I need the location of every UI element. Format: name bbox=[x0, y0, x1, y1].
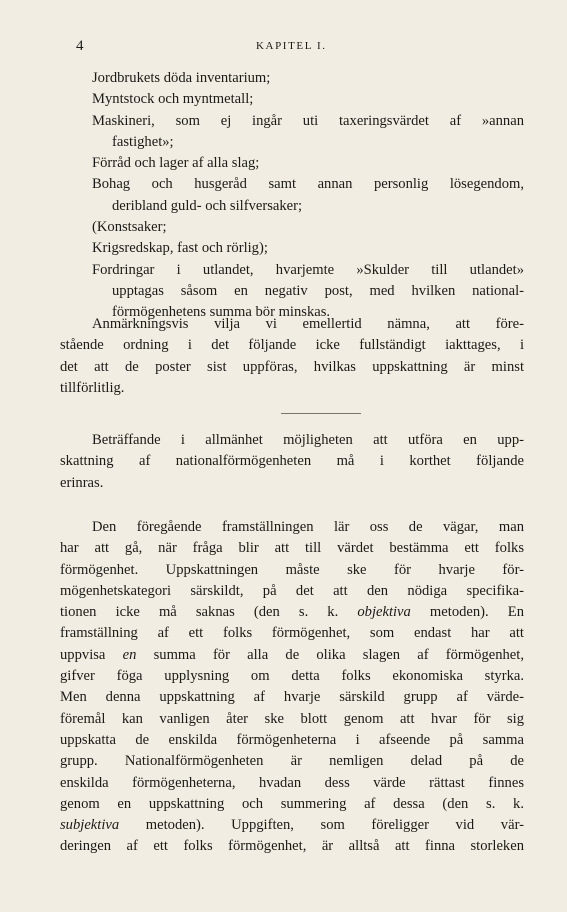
paragraph-line: framställning af ett folks förmögenhet, som endast har att bbox=[60, 625, 524, 642]
paragraph-line: erinras. bbox=[60, 474, 104, 491]
paragraph-line bbox=[60, 602, 524, 623]
paragraph-line: Men denna uppskattning af hvarje särskild grupp af värde- bbox=[60, 689, 524, 706]
paragraph-line: enskilda förmögenheterna, hvadan dess värde rättast finnes bbox=[60, 774, 524, 791]
list-item-continuation: fastighet»; bbox=[112, 133, 174, 150]
list-item: Förråd och lager af alla slag; bbox=[92, 155, 260, 172]
paragraph-line: skattning af nationalförmögenheten må i korthet följande bbox=[60, 453, 524, 470]
list-item: Krigsredskap, fast och rörlig); bbox=[92, 240, 268, 257]
paragraph-intro bbox=[60, 430, 524, 494]
paragraph-line: deringen af ett folks förmögenhet, är alltså att finna storleken bbox=[60, 838, 524, 855]
note-line: Anmärkningsvis vilja vi emellertid nämna, att före- bbox=[92, 316, 524, 332]
list-item: Maskineri, som ej ingår uti taxeringsvärdet af »annan bbox=[92, 112, 524, 129]
note-paragraph bbox=[60, 314, 524, 399]
paragraph-line: förmögenhet. Uppskattningen måste ske för hvarje för- bbox=[60, 561, 524, 578]
section-divider bbox=[281, 413, 361, 414]
paragraph-line: grupp. Nationalförmögenheten är nemligen delad på de bbox=[60, 753, 524, 770]
list-item-continuation: upptagas såsom en negativ post, med hvilken national- bbox=[112, 282, 524, 299]
list-item: Fordringar i utlandet, hvarjemte »Skulder till utlandet» bbox=[92, 261, 524, 278]
asset-list bbox=[88, 68, 524, 324]
text-run: uppvisa bbox=[60, 646, 123, 663]
list-item-continuation: förmögenhetens summa bör minskas. bbox=[112, 304, 331, 321]
paragraph-main bbox=[60, 517, 524, 858]
text-run: metoden). En bbox=[410, 604, 524, 621]
note-line: stående ordning i det följande icke fullständigt iakttages, i bbox=[60, 337, 524, 354]
paragraph-line: föremål kan vanligen åter ske blott genom att hvar för sig bbox=[60, 710, 524, 727]
paragraph-line: genom en uppskattning och summering af dessa (den s. k. bbox=[60, 795, 524, 812]
list-item: Bohag och husgeråd samt annan personlig lösegendom, bbox=[92, 176, 524, 193]
page-header bbox=[76, 38, 524, 56]
note-line: tillförlitlig. bbox=[60, 379, 125, 396]
list-item-continuation: deribland guld- och silfversaker; bbox=[112, 197, 303, 214]
italic-term: subjektiva bbox=[60, 817, 120, 834]
paragraph-line: uppskatta de enskilda förmögenheterna i afseende på samma bbox=[60, 731, 524, 748]
running-head: KAPITEL I. bbox=[256, 40, 327, 52]
list-item: (Konstsaker; bbox=[92, 219, 167, 236]
list-item: Myntstock och myntmetall; bbox=[92, 91, 254, 108]
italic-term: en bbox=[122, 646, 137, 663]
list-item: Jordbrukets döda inventarium; bbox=[92, 70, 271, 86]
text-run: tionen icke må saknas (den s. k. bbox=[60, 604, 358, 621]
paragraph-line bbox=[60, 645, 524, 666]
page-number: 4 bbox=[76, 38, 84, 54]
paragraph-line bbox=[60, 815, 524, 836]
note-line: det att de poster sist uppföras, hvilkas uppskattning är minst bbox=[60, 358, 524, 375]
paragraph-line: har att gå, när fråga blir att till värdet bestämma ett folks bbox=[60, 540, 524, 557]
text-run: metoden). Uppgiften, som föreligger vid vär- bbox=[119, 817, 524, 834]
paragraph-line: Beträffande i allmänhet möjligheten att utföra en upp- bbox=[92, 432, 524, 448]
paragraph-line: mögenhetskategori särskildt, på det att den nödiga specifika- bbox=[60, 582, 524, 599]
paragraph-line: Den föregående framställningen lär oss de vägar, man bbox=[92, 519, 524, 535]
text-run: summa för alla de olika slagen af förmögenhet, bbox=[136, 646, 524, 663]
italic-term: objektiva bbox=[357, 604, 411, 621]
paragraph-line: gifver föga upplysning om detta folks ekonomiska styrka. bbox=[60, 668, 524, 685]
